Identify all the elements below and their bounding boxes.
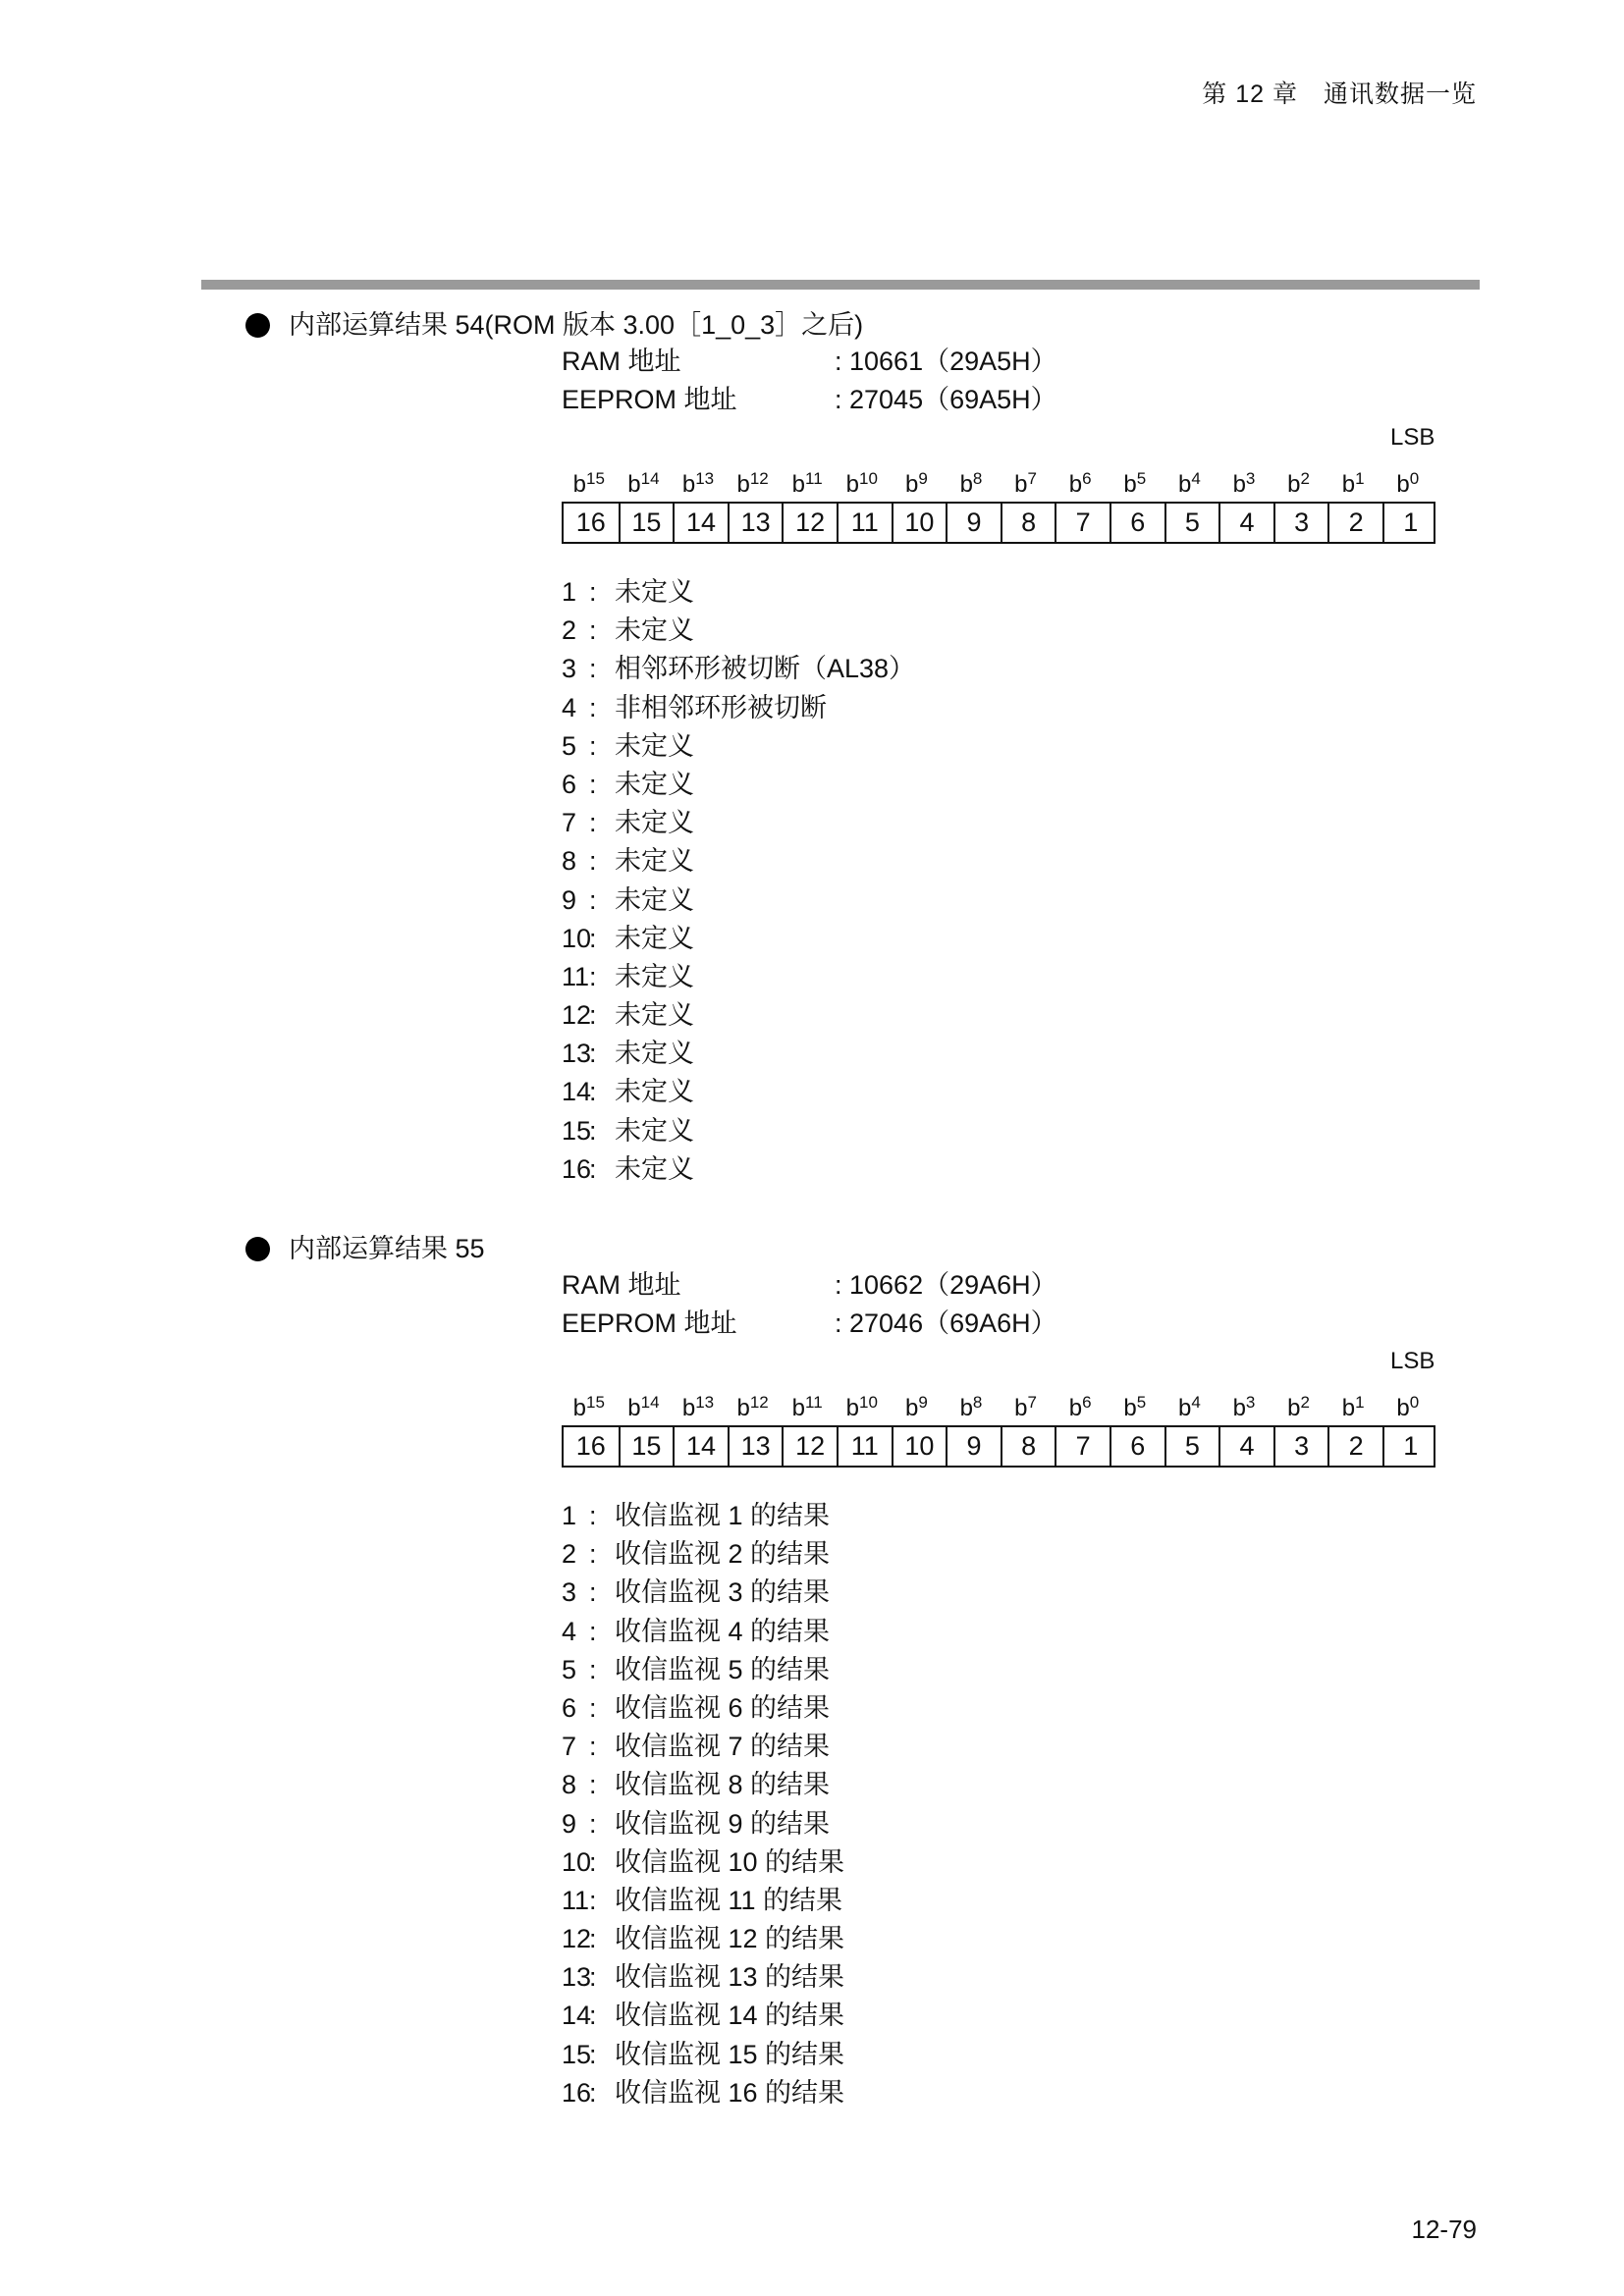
bit-number-cell: 4 bbox=[1218, 1427, 1273, 1466]
bit-label bbox=[562, 1388, 617, 1423]
bit-item-colon: : bbox=[589, 1616, 597, 1646]
bit-item-colon: : bbox=[589, 1808, 597, 1839]
bit-number-cell: 7 bbox=[1055, 504, 1110, 542]
bit-label bbox=[1217, 1388, 1272, 1423]
bit-index: 6 bbox=[1082, 469, 1092, 488]
bit-prefix: b bbox=[1232, 471, 1246, 498]
bit-number-cell: 16 bbox=[575, 1431, 606, 1461]
bit-item-colon: : bbox=[589, 1692, 597, 1723]
bit-prefix: b bbox=[1396, 471, 1410, 498]
bit-index: 5 bbox=[1136, 469, 1147, 488]
bit-item-text: 未定义 bbox=[615, 615, 694, 646]
bit-number-cell: 4 bbox=[1218, 504, 1273, 542]
bit-number-cell: 12 bbox=[782, 1427, 837, 1466]
bit-prefix: b bbox=[681, 1395, 696, 1421]
bit-item-number: 15 bbox=[562, 1115, 592, 1146]
ram-address-label: RAM 地址 bbox=[562, 347, 681, 376]
bit-prefix: b bbox=[845, 1395, 860, 1421]
bit-item-colon: : bbox=[589, 692, 597, 722]
bit-number-table bbox=[562, 502, 1435, 544]
bit-prefix: b bbox=[904, 1395, 919, 1421]
bit-label bbox=[1108, 1388, 1163, 1423]
bit-label bbox=[1326, 1388, 1380, 1423]
bit-index: 10 bbox=[859, 469, 878, 488]
list-item bbox=[245, 2074, 1483, 2112]
bit-item-colon: : bbox=[589, 1577, 597, 1608]
bit-label bbox=[944, 464, 999, 500]
bit-item-text: 未定义 bbox=[615, 1000, 694, 1031]
lsb-row bbox=[245, 1343, 1483, 1380]
bit-item-number: 9 bbox=[562, 884, 577, 915]
eeprom-address-row bbox=[245, 1305, 1483, 1343]
bit-prefix: b bbox=[1123, 471, 1137, 498]
bit-index: 8 bbox=[972, 1393, 983, 1412]
list-item bbox=[245, 996, 1483, 1035]
bit-number-cell: 5 bbox=[1164, 504, 1219, 542]
bit-item-colon: : bbox=[589, 1039, 597, 1069]
bit-prefix: b bbox=[1287, 471, 1301, 498]
bit-label bbox=[1163, 1388, 1218, 1423]
list-item bbox=[245, 2036, 1483, 2074]
bit-label bbox=[1326, 464, 1380, 500]
bit-number-cell: 3 bbox=[1273, 504, 1328, 542]
bit-label bbox=[1053, 464, 1108, 500]
bit-item-colon: : bbox=[589, 1539, 597, 1570]
bit-index: 14 bbox=[640, 1393, 660, 1412]
bit-item-colon: : bbox=[589, 2001, 597, 2031]
bit-item-text: 收信监视 3 的结果 bbox=[615, 1577, 831, 1608]
bit-prefix: b bbox=[736, 1395, 750, 1421]
bit-number-table bbox=[562, 1425, 1435, 1468]
bit-item-text: 非相邻环形被切断 bbox=[615, 692, 827, 722]
eeprom-address-value: : 27046（69A6H） bbox=[835, 1308, 1057, 1338]
bit-prefix: b bbox=[1014, 471, 1028, 498]
bit-item-number: 4 bbox=[562, 692, 577, 722]
bit-number-cell: 1 bbox=[1382, 1427, 1437, 1466]
bit-label bbox=[835, 464, 890, 500]
bit-prefix: b bbox=[1068, 471, 1083, 498]
bit-number-cell: 13 bbox=[728, 504, 783, 542]
section-internal-result-54 bbox=[245, 307, 1483, 1189]
bit-item-colon: : bbox=[589, 961, 597, 991]
bit-prefix: b bbox=[845, 471, 860, 498]
bit-item-text: 未定义 bbox=[615, 884, 694, 915]
bit-label bbox=[562, 464, 617, 500]
bit-item-colon: : bbox=[589, 1962, 597, 1993]
list-item bbox=[245, 881, 1483, 920]
bit-prefix: b bbox=[572, 471, 587, 498]
bit-prefix: b bbox=[959, 471, 973, 498]
bit-index: 11 bbox=[805, 1393, 823, 1412]
bit-label bbox=[890, 464, 945, 500]
bit-number-cell: 11 bbox=[837, 504, 892, 542]
bit-item-text: 收信监视 6 的结果 bbox=[615, 1692, 831, 1723]
bit-label bbox=[617, 464, 672, 500]
section-title: 内部运算结果 55 bbox=[289, 1234, 485, 1263]
bit-item-colon: : bbox=[589, 923, 597, 953]
list-item bbox=[245, 1073, 1483, 1111]
bit-prefix: b bbox=[1287, 1395, 1301, 1421]
bit-index: 11 bbox=[805, 469, 823, 488]
bit-number-cell: 15 bbox=[619, 1427, 674, 1466]
bit-index: 0 bbox=[1409, 469, 1420, 488]
bit-item-text: 收信监视 14 的结果 bbox=[615, 2001, 845, 2031]
bit-number-cell: 5 bbox=[1164, 1427, 1219, 1466]
chapter-header: 第 12 章 通讯数据一览 bbox=[1202, 80, 1477, 108]
bit-item-number: 7 bbox=[562, 1732, 577, 1762]
bit-prefix: b bbox=[627, 1395, 641, 1421]
list-item bbox=[245, 1997, 1483, 2035]
bit-index: 12 bbox=[749, 469, 769, 488]
bit-label bbox=[1108, 464, 1163, 500]
bit-index: 0 bbox=[1409, 1393, 1420, 1412]
bit-item-number: 3 bbox=[562, 1577, 577, 1608]
bit-item-text: 收信监视 11 的结果 bbox=[615, 1885, 843, 1915]
bit-item-number: 11 bbox=[562, 961, 590, 991]
list-item bbox=[245, 1535, 1483, 1574]
bit-item-colon: : bbox=[589, 808, 597, 838]
bit-item-text: 未定义 bbox=[615, 1115, 694, 1146]
bit-index: 7 bbox=[1027, 469, 1037, 488]
bit-prefix: b bbox=[1014, 1395, 1028, 1421]
bit-item-colon: : bbox=[589, 769, 597, 799]
bit-label bbox=[1053, 1388, 1108, 1423]
bit-label bbox=[671, 1388, 726, 1423]
bit-number-cell: 16 bbox=[575, 507, 606, 537]
bit-label bbox=[835, 1388, 890, 1423]
bit-item-text: 收信监视 12 的结果 bbox=[615, 1924, 845, 1954]
bit-prefix: b bbox=[681, 471, 696, 498]
bit-item-number: 8 bbox=[562, 1770, 577, 1800]
bit-item-colon: : bbox=[589, 2039, 597, 2069]
bit-number-cell: 1 bbox=[1382, 504, 1437, 542]
bit-item-number: 5 bbox=[562, 730, 577, 761]
list-item bbox=[245, 842, 1483, 881]
bit-item-number: 4 bbox=[562, 1616, 577, 1646]
bit-index: 10 bbox=[859, 1393, 878, 1412]
bit-index: 3 bbox=[1245, 469, 1256, 488]
bit-index: 5 bbox=[1136, 1393, 1147, 1412]
list-item bbox=[245, 1497, 1483, 1535]
bit-item-colon: : bbox=[589, 730, 597, 761]
bit-item-number: 15 bbox=[562, 2039, 592, 2069]
bit-item-number: 12 bbox=[562, 1924, 592, 1954]
bit-label bbox=[1272, 1388, 1326, 1423]
bit-item-number: 12 bbox=[562, 1000, 592, 1031]
bit-label bbox=[1380, 1388, 1435, 1423]
bit-item-number: 11 bbox=[562, 1885, 590, 1915]
bit-number-cell: 6 bbox=[1110, 1427, 1164, 1466]
bit-number-cell: 11 bbox=[837, 1427, 892, 1466]
bit-label bbox=[890, 1388, 945, 1423]
bit-label bbox=[999, 464, 1054, 500]
bit-item-number: 2 bbox=[562, 1539, 577, 1570]
eeprom-address-label: EEPROM 地址 bbox=[562, 1308, 737, 1338]
bit-index: 12 bbox=[749, 1393, 769, 1412]
bit-item-text: 未定义 bbox=[615, 923, 694, 953]
bit-item-colon: : bbox=[589, 1077, 597, 1107]
bit-label-row bbox=[562, 456, 1435, 502]
bit-item-text: 收信监视 16 的结果 bbox=[615, 2077, 845, 2108]
section-internal-result-55 bbox=[245, 1231, 1483, 2112]
list-item bbox=[245, 1766, 1483, 1804]
list-item bbox=[245, 573, 1483, 612]
bit-item-number: 13 bbox=[562, 1039, 592, 1069]
eeprom-address-label: EEPROM 地址 bbox=[562, 385, 737, 414]
bit-item-text: 未定义 bbox=[615, 1039, 694, 1069]
bit-number-cell: 8 bbox=[1001, 1427, 1056, 1466]
lsb-row bbox=[245, 419, 1483, 456]
bit-label bbox=[617, 1388, 672, 1423]
bullet-icon bbox=[245, 1237, 270, 1261]
bit-item-number: 2 bbox=[562, 615, 577, 646]
list-item bbox=[245, 1574, 1483, 1612]
list-item bbox=[245, 1651, 1483, 1689]
bit-prefix: b bbox=[791, 471, 806, 498]
bit-index: 15 bbox=[586, 469, 605, 488]
bit-label bbox=[780, 464, 835, 500]
list-item bbox=[245, 727, 1483, 766]
ram-address-label: RAM 地址 bbox=[562, 1270, 681, 1300]
eeprom-address-value: : 27045（69A5H） bbox=[835, 385, 1057, 414]
bullet-icon bbox=[245, 313, 270, 338]
bit-index: 4 bbox=[1191, 1393, 1201, 1412]
bit-prefix: b bbox=[1341, 471, 1356, 498]
list-item bbox=[245, 1150, 1483, 1189]
bit-number-cell: 2 bbox=[1327, 504, 1382, 542]
list-item bbox=[245, 766, 1483, 804]
bit-prefix: b bbox=[736, 471, 750, 498]
list-item bbox=[245, 1882, 1483, 1920]
bit-item-number: 14 bbox=[562, 2001, 592, 2031]
list-item bbox=[245, 1843, 1483, 1882]
bit-item-number: 9 bbox=[562, 1808, 577, 1839]
bit-item-number: 10 bbox=[562, 923, 592, 953]
bit-item-colon: : bbox=[589, 654, 597, 684]
bit-item-number: 1 bbox=[562, 1501, 577, 1530]
bit-item-number: 5 bbox=[562, 1654, 577, 1684]
bit-item-colon: : bbox=[589, 1732, 597, 1762]
bit-item-number: 16 bbox=[562, 1153, 592, 1184]
list-item bbox=[245, 1035, 1483, 1073]
list-item bbox=[245, 958, 1483, 996]
bit-item-colon: : bbox=[589, 846, 597, 877]
bit-index: 4 bbox=[1191, 469, 1201, 488]
bit-label bbox=[726, 1388, 781, 1423]
bit-prefix: b bbox=[1232, 1395, 1246, 1421]
bit-prefix: b bbox=[627, 471, 641, 498]
bit-item-text: 收信监视 13 的结果 bbox=[615, 1962, 845, 1993]
bit-index: 1 bbox=[1355, 1393, 1365, 1412]
ram-address-row bbox=[245, 1266, 1483, 1305]
bit-item-text: 收信监视 4 的结果 bbox=[615, 1616, 831, 1646]
bit-item-number: 6 bbox=[562, 769, 577, 799]
lsb-label: LSB bbox=[1390, 424, 1435, 451]
bit-index: 8 bbox=[972, 469, 983, 488]
bit-item-number: 16 bbox=[562, 2077, 592, 2108]
list-item bbox=[245, 1728, 1483, 1766]
ram-address-value: : 10662（29A6H） bbox=[835, 1270, 1057, 1300]
bit-item-colon: : bbox=[589, 1885, 597, 1915]
bit-item-text: 未定义 bbox=[615, 808, 694, 838]
bit-item-colon: : bbox=[589, 615, 597, 646]
bit-prefix: b bbox=[1396, 1395, 1410, 1421]
page-number: 12-79 bbox=[1411, 2215, 1477, 2244]
bit-index: 9 bbox=[918, 469, 928, 488]
bit-item-text: 未定义 bbox=[615, 769, 694, 799]
bit-item-text: 未定义 bbox=[615, 1077, 694, 1107]
bit-description-list bbox=[245, 1497, 1483, 2112]
bit-item-text: 收信监视 7 的结果 bbox=[615, 1732, 831, 1762]
ram-address-value: : 10661（29A5H） bbox=[835, 347, 1057, 376]
bit-index: 2 bbox=[1300, 469, 1310, 488]
bit-number-cell: 3 bbox=[1273, 1427, 1328, 1466]
bit-item-colon: : bbox=[589, 1846, 597, 1877]
bit-item-colon: : bbox=[589, 1770, 597, 1800]
ram-address-row bbox=[245, 343, 1483, 381]
bit-index: 9 bbox=[918, 1393, 928, 1412]
bit-prefix: b bbox=[572, 1395, 587, 1421]
bit-number-cell: 9 bbox=[946, 504, 1001, 542]
bit-prefix: b bbox=[1068, 1395, 1083, 1421]
bit-label bbox=[999, 1388, 1054, 1423]
bit-item-text: 收信监视 9 的结果 bbox=[615, 1808, 831, 1839]
bit-prefix: b bbox=[959, 1395, 973, 1421]
bit-item-number: 6 bbox=[562, 1692, 577, 1723]
bit-number-cell: 2 bbox=[1327, 1427, 1382, 1466]
bit-label bbox=[671, 464, 726, 500]
bit-item-colon: : bbox=[589, 577, 597, 607]
bit-item-number: 3 bbox=[562, 654, 577, 684]
list-item bbox=[245, 689, 1483, 727]
bit-index: 13 bbox=[695, 469, 715, 488]
bit-number-cell: 12 bbox=[782, 504, 837, 542]
bit-label bbox=[1217, 464, 1272, 500]
bit-item-text: 未定义 bbox=[615, 961, 694, 991]
bit-label bbox=[1163, 464, 1218, 500]
bit-item-text: 未定义 bbox=[615, 846, 694, 877]
bit-label-row bbox=[562, 1380, 1435, 1425]
bit-number-cell: 14 bbox=[673, 504, 728, 542]
bit-number-cell: 6 bbox=[1110, 504, 1164, 542]
bit-number-cell: 13 bbox=[728, 1427, 783, 1466]
bit-item-colon: : bbox=[589, 1654, 597, 1684]
bit-item-text: 收信监视 5 的结果 bbox=[615, 1654, 831, 1684]
bit-prefix: b bbox=[1341, 1395, 1356, 1421]
list-item bbox=[245, 1958, 1483, 1997]
bit-item-number: 7 bbox=[562, 808, 577, 838]
list-item bbox=[245, 612, 1483, 650]
bit-item-colon: : bbox=[589, 1000, 597, 1031]
bit-number-cell: 10 bbox=[892, 1427, 947, 1466]
bit-item-colon: : bbox=[589, 1115, 597, 1146]
bit-number-cell: 14 bbox=[673, 1427, 728, 1466]
list-item bbox=[245, 1689, 1483, 1728]
bit-item-colon: : bbox=[589, 1153, 597, 1184]
bit-index: 14 bbox=[640, 469, 660, 488]
section-divider bbox=[201, 280, 1480, 290]
bit-number-cell: 7 bbox=[1055, 1427, 1110, 1466]
list-item bbox=[245, 1805, 1483, 1843]
bit-item-text: 收信监视 8 的结果 bbox=[615, 1770, 831, 1800]
bit-label bbox=[944, 1388, 999, 1423]
bit-prefix: b bbox=[1177, 1395, 1192, 1421]
bit-item-colon: : bbox=[589, 2077, 597, 2108]
bit-item-number: 1 bbox=[562, 577, 577, 607]
bit-item-text: 收信监视 10 的结果 bbox=[615, 1846, 845, 1877]
bit-item-number: 10 bbox=[562, 1846, 592, 1877]
bit-number-cell: 9 bbox=[946, 1427, 1001, 1466]
lsb-label: LSB bbox=[1390, 1348, 1435, 1374]
bit-item-text: 未定义 bbox=[615, 730, 694, 761]
bit-item-number: 8 bbox=[562, 846, 577, 877]
bit-item-text: 相邻环形被切断（AL38） bbox=[615, 654, 916, 684]
bit-index: 13 bbox=[695, 1393, 715, 1412]
bit-description-list bbox=[245, 573, 1483, 1189]
bit-item-colon: : bbox=[589, 1924, 597, 1954]
section-heading bbox=[245, 1231, 1483, 1266]
bit-index: 3 bbox=[1245, 1393, 1256, 1412]
bit-item-colon: : bbox=[589, 884, 597, 915]
bit-number-cell: 15 bbox=[619, 504, 674, 542]
bit-item-number: 14 bbox=[562, 1077, 592, 1107]
bit-prefix: b bbox=[1177, 471, 1192, 498]
list-item bbox=[245, 1112, 1483, 1150]
bit-item-text: 未定义 bbox=[615, 1153, 694, 1184]
list-item bbox=[245, 804, 1483, 842]
list-item bbox=[245, 920, 1483, 958]
bit-number-cell: 10 bbox=[892, 504, 947, 542]
bit-item-number: 13 bbox=[562, 1962, 592, 1993]
list-item bbox=[245, 1920, 1483, 1958]
bit-item-colon: : bbox=[589, 1501, 597, 1530]
bit-index: 15 bbox=[586, 1393, 605, 1412]
list-item bbox=[245, 1613, 1483, 1651]
bit-item-text: 收信监视 15 的结果 bbox=[615, 2039, 845, 2069]
bit-index: 1 bbox=[1355, 469, 1365, 488]
bit-label bbox=[780, 1388, 835, 1423]
bit-index: 7 bbox=[1027, 1393, 1037, 1412]
section-title: 内部运算结果 54(ROM 版本 3.00［1_0_3］之后) bbox=[289, 310, 864, 340]
bit-prefix: b bbox=[1123, 1395, 1137, 1421]
eeprom-address-row bbox=[245, 381, 1483, 419]
bit-label bbox=[1380, 464, 1435, 500]
bit-label bbox=[726, 464, 781, 500]
bit-label bbox=[1272, 464, 1326, 500]
section-heading bbox=[245, 307, 1483, 343]
bit-number-cell: 8 bbox=[1001, 504, 1056, 542]
list-item bbox=[245, 650, 1483, 688]
bit-item-text: 收信监视 1 的结果 bbox=[615, 1501, 831, 1530]
bit-index: 2 bbox=[1300, 1393, 1310, 1412]
bit-prefix: b bbox=[904, 471, 919, 498]
bit-item-text: 未定义 bbox=[615, 577, 694, 607]
bit-index: 6 bbox=[1082, 1393, 1092, 1412]
bit-item-text: 收信监视 2 的结果 bbox=[615, 1539, 831, 1570]
bit-prefix: b bbox=[791, 1395, 806, 1421]
